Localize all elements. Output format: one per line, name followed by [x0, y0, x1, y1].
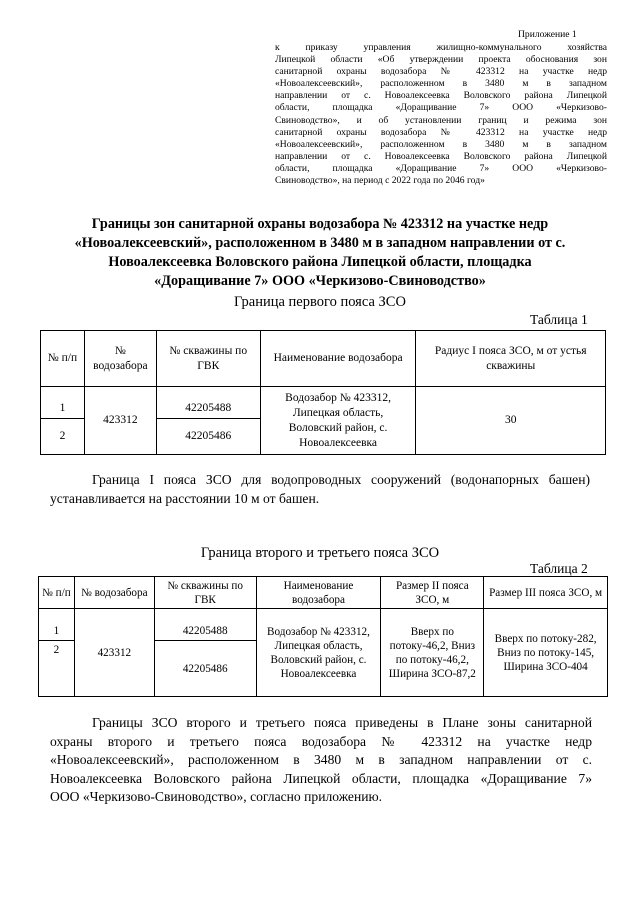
- table-2-label: Таблица 2: [530, 561, 588, 576]
- intake-name-cell: Водозабор № 423312, Липецкая область, Воловский район, с. Новоалексеевка: [260, 387, 416, 455]
- header-cell: Радиус I пояса ЗСО, м от устья скважины: [416, 331, 606, 387]
- appendix-line: «Новоалексеевский», расположенном в 3480 м в западном: [275, 138, 607, 150]
- header-cell: № п/п: [41, 331, 85, 387]
- paragraph-1: [50, 471, 590, 508]
- paragraph-line: ООО «Черкизово-Свиноводство», согласно приложению.: [50, 789, 383, 804]
- appendix-line: «Новоалексеевский», расположенном в 3480 м в западном: [275, 78, 607, 90]
- zone-2-size-cell: Вверх по потоку-46,2, Вниз по потоку-46,2, Ширина ЗСО-87,2: [381, 609, 484, 697]
- header-cell: Размер III пояса ЗСО, м: [484, 577, 608, 609]
- table-1-label: Таблица 1: [530, 312, 588, 327]
- header-cell: № п/п: [39, 577, 75, 609]
- appendix-line: направлении от с. Новоалексеевка Воловского района Липецкой: [275, 90, 607, 102]
- appendix-line: санитарной охраны водозабора № 423312 на участке недр: [275, 66, 607, 78]
- document-title: [40, 215, 600, 291]
- header-cell: № скважины по ГВК: [156, 331, 260, 387]
- appendix-line: Свиноводство», и об установлении границ и режима зон: [275, 114, 607, 126]
- well-number-cell: 42205488: [156, 387, 260, 419]
- title-line: Новоалексеевка Воловского района Липецкой области, площадка: [108, 254, 532, 270]
- intake-number-cell: 423312: [74, 609, 154, 697]
- appendix-line: Липецкой области «Об утверждении проекта обоснования зон: [275, 54, 607, 66]
- intake-number-cell: 423312: [84, 387, 156, 455]
- row-number-cell: 2: [41, 419, 85, 455]
- row-number-cell: 1: [41, 387, 85, 419]
- appendix-line: направлении от с. Новоалексеевка Воловского района Липецкой: [275, 150, 607, 162]
- section-1-title: Граница первого пояса ЗСО: [234, 294, 406, 310]
- appendix-line: к приказу управления жилищно-коммунального хозяйства: [275, 42, 607, 53]
- header-cell: Наименование водозабора: [260, 331, 416, 387]
- title-line: Границы зон санитарной охраны водозабора № 423312 на участке недр: [91, 216, 549, 232]
- zone-3-size-cell: Вверх по потоку-282, Вниз по потоку-145, Ширина ЗСО-404: [484, 609, 608, 697]
- row-number-cell: 2: [39, 641, 75, 697]
- paragraph-line: охраны второго и третьего пояса водозабора № 423312 на участке недр: [50, 733, 592, 749]
- table-row: [41, 387, 606, 419]
- header-cell: Размер II пояса ЗСО, м: [381, 577, 484, 609]
- appendix-line: области, площадка «Доращивание 7» ООО «Черкизово-: [275, 102, 607, 114]
- table-row: [41, 331, 606, 387]
- header-cell: № водозабора: [74, 577, 154, 609]
- row-number-cell: 1: [39, 609, 75, 641]
- header-cell: № скважины по ГВК: [154, 577, 256, 609]
- intake-name-cell: Водозабор № 423312, Липецкая область, Воловский район, с. Новоалексеевка: [256, 609, 381, 697]
- well-number-cell: 42205486: [154, 641, 256, 697]
- paragraph-line: устанавливается на расстоянии 10 м от башен.: [50, 490, 320, 506]
- paragraph-line: «Новоалексеевский», расположенном в 3480 м в западном направлении от с.: [50, 752, 592, 767]
- paragraph-line: Новоалексеевка Воловского района Липецкой области, площадка «Доращивание 7»: [50, 770, 592, 786]
- appendix-title: Приложение 1: [518, 29, 577, 40]
- title-line: «Новоалексеевский», расположенном в 3480 м в западном направлении от с.: [74, 235, 566, 251]
- table-row: [39, 609, 608, 641]
- radius-cell: 30: [416, 387, 606, 455]
- well-number-cell: 42205488: [154, 609, 256, 641]
- section-2-title: Граница второго и третьего пояса ЗСО: [200, 545, 440, 561]
- table-2: [38, 576, 608, 697]
- appendix-line: Свиноводство», на период с 2022 года по 2046 год»: [275, 175, 485, 187]
- title-line: «Доращивание 7» ООО «Черкизово-Свиноводство»: [154, 273, 486, 289]
- well-number-cell: 42205486: [156, 419, 260, 455]
- paragraph-2: [50, 714, 592, 807]
- table-row: [39, 577, 608, 609]
- header-cell: Наименование водозабора: [256, 577, 381, 609]
- appendix-line: области, площадка «Доращивание 7» ООО «Черкизово-: [275, 162, 607, 174]
- header-cell: № водозабора: [84, 331, 156, 387]
- appendix-order-text: [275, 42, 607, 187]
- table-1: [40, 330, 606, 455]
- paragraph-line: Граница I пояса ЗСО для водопроводных сооружений (водонапорных башен): [92, 472, 590, 487]
- appendix-line: санитарной охраны водозабора № 423312 на участке недр: [275, 126, 607, 138]
- paragraph-line: Границы ЗСО второго и третьего пояса приведены в Плане зоны санитарной: [92, 715, 592, 730]
